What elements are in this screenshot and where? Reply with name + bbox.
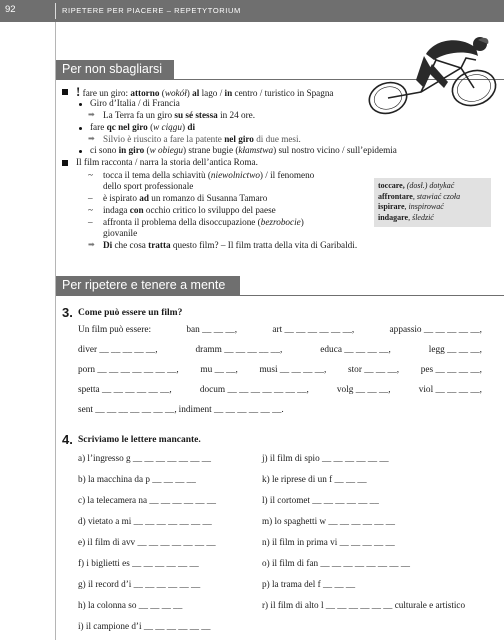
- glossary-entry: ispirare, inspirować: [378, 202, 444, 211]
- phrase-affronta-cont: giovanile: [103, 228, 138, 238]
- bullet-dot: [79, 127, 82, 130]
- ex4-item-f: f) i biglietti es __ __ __ __ __ __: [78, 558, 199, 568]
- cyclist-image: [366, 30, 500, 120]
- glossary-entry: affrontare, stawiać czoła: [378, 191, 461, 201]
- example-silvio: Silvio è riuscito a fare la patente nel giro di due mesi.: [103, 134, 301, 144]
- bullet-dot: [79, 150, 82, 153]
- example-terra: La Terra fa un giro su sé stessa in 24 ore.: [103, 110, 256, 120]
- ex4-item-l: l) il cortomet __ __ __ __ __ __: [262, 495, 379, 505]
- exercise-title-4: Scriviamo le lettere mancante.: [78, 435, 201, 445]
- arrow-icon: ➡: [88, 134, 95, 143]
- phrase-indaga: indaga con occhio critico lo sviluppo del paese: [103, 205, 276, 215]
- ex4-item-r: r) il film di alto l __ __ __ __ __ __ culturale e artistico: [262, 600, 466, 610]
- exercise-title-3: Come può essere un film?: [78, 308, 183, 318]
- bullet-square: [62, 89, 68, 95]
- glossary-box: [374, 178, 491, 227]
- glossary-entry: toccare, (dosł.) dotykać: [378, 181, 455, 190]
- ex4-item-p: p) la trama del f __ __ __: [262, 579, 356, 589]
- running-header: [0, 0, 504, 22]
- ex4-item-m: m) lo spaghetti w __ __ __ __ __ __: [262, 516, 395, 526]
- bullet-square: [62, 160, 68, 166]
- phrase-ispirato: è ispirato ad un romanzo di Susanna Tamaro: [103, 193, 268, 203]
- ex4-item-n: n) il film in prima vi __ __ __ __ __: [262, 537, 395, 547]
- section-rule: [56, 295, 504, 296]
- dash: ~: [88, 205, 93, 215]
- dash: –: [88, 193, 93, 203]
- margin-rule: [55, 22, 56, 640]
- page-number: 92: [5, 4, 16, 15]
- ex4-item-j: j) il film di spio __ __ __ __ __ __: [262, 453, 389, 463]
- arrow-icon: ➡: [88, 110, 95, 119]
- ex4-item-k: k) le riprese di un f __ __ __: [262, 474, 367, 484]
- entry-in-giro: ci sono in giro (w obiegu) strane bugie (kłamstwa) sul nostro vicino / sull’epidemia: [90, 145, 397, 155]
- phrase-affronta: affronta il problema della disoccupazione (bezrobocie): [103, 217, 304, 227]
- section-title-per-non-sbagliarsi: Per non sbagliarsi: [56, 60, 174, 80]
- entry-giro-ditalia: Giro d’Italia / di Francia: [90, 98, 180, 108]
- ex4-item-e: e) il film di avv __ __ __ __ __ __ __: [78, 537, 216, 547]
- glossary-entry: indagare, śledzić: [378, 212, 434, 222]
- ex4-item-o: o) il film di fan __ __ __ __ __ __ __ __: [262, 558, 411, 568]
- bullet-dot: [79, 103, 82, 106]
- arrow-icon: ➡: [88, 240, 95, 249]
- ex4-item-c: c) la telecamera na __ __ __ __ __ __: [78, 495, 217, 505]
- exercise-number-3: 3.: [62, 305, 73, 320]
- header-divider: [55, 3, 56, 19]
- entry-il-film-racconta: Il film racconta / narra la storia dell’antica Roma.: [76, 157, 258, 167]
- section-title-per-ripetere: Per ripetere e tenere a mente: [56, 276, 240, 296]
- phrase-tocca: tocca il tema della schiavitù (niewolnictwo) / il fenomeno: [103, 170, 315, 180]
- example-di-che-cosa-tratta: Di che cosa tratta questo film? – Il film tratta della vita di Garibaldi.: [103, 240, 358, 250]
- ex4-item-b: b) la macchina da p __ __ __ __: [78, 474, 196, 484]
- entry-fare-un-giro: ! fare un giro: attorno (wokół) al lago / in centro / turistico in Spagna: [76, 84, 334, 99]
- ex4-item-g: g) il record d’i __ __ __ __ __ __: [78, 579, 201, 589]
- phrase-tocca-cont: dello sport professionale: [103, 181, 194, 191]
- entry-fare-nel-giro: fare qc nel giro (w ciągu) di: [90, 122, 195, 132]
- ex4-item-h: h) la colonna so __ __ __ __: [78, 600, 183, 610]
- exercise-number-4: 4.: [62, 432, 73, 447]
- ex3-row: diver __ __ __ __ __, dramm __ __ __ __ __, educa __ __ __ __, legg __ __ __,: [78, 345, 482, 355]
- ex4-item-d: d) vietato a mi __ __ __ __ __ __ __: [78, 516, 212, 526]
- ex4-item-i: i) il campione d’i __ __ __ __ __ __: [78, 621, 211, 631]
- ex3-row: spetta __ __ __ __ __ __, docum __ __ __ __ __ __ __, volg __ __ __, viol __ __ __ __,: [78, 385, 482, 395]
- dash: –: [88, 217, 93, 227]
- running-title: RIPETERE PER PIACERE – REPETYTORIUM: [62, 6, 241, 15]
- ex4-item-a: a) l’ingresso g __ __ __ __ __ __ __: [78, 453, 211, 463]
- ex3-row: porn __ __ __ __ __ __ __, mu __ __, musi __ __ __ __, stor __ __ __, pes __ __ __ __,: [78, 365, 482, 375]
- dash: ~: [88, 170, 93, 180]
- ex3-row: Un film può essere: ban __ __ __, art __ __ __ __ __ __, appassio __ __ __ __ __,: [78, 325, 482, 335]
- ex3-row: sent __ __ __ __ __ __ __, indiment __ __ __ __ __ __.: [78, 405, 284, 415]
